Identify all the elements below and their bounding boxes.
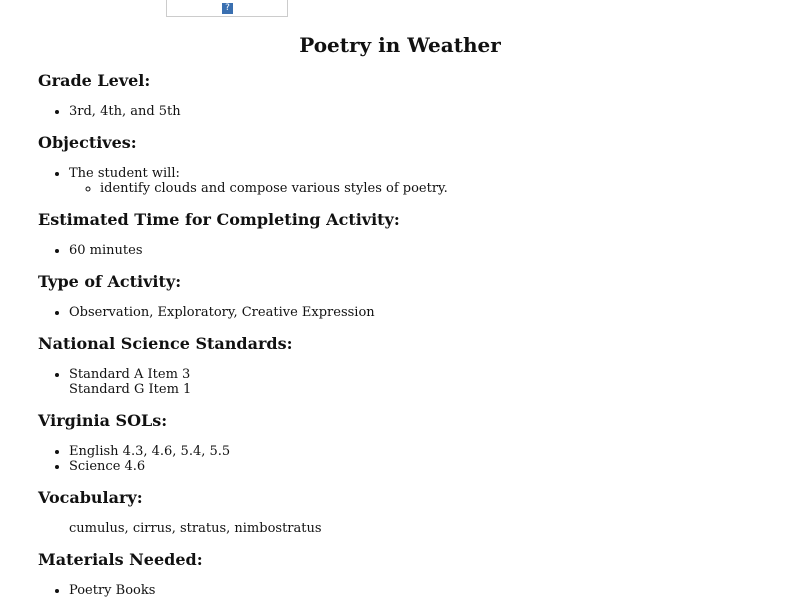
- objectives-list: [38, 166, 778, 196]
- list-item: • 3rd, 4th, and 5th: [69, 104, 778, 119]
- list-item-text: Standard A Item 3: [69, 366, 191, 382]
- materials-list: [38, 583, 778, 598]
- virginia-sols-heading: Virginia SOLs:: [38, 411, 168, 430]
- standards-list: [38, 367, 778, 397]
- sols-list: [38, 444, 778, 474]
- objectives-heading: Objectives:: [38, 133, 137, 152]
- time-list: [38, 243, 778, 258]
- grade-level-heading: Grade Level:: [38, 71, 151, 90]
- vocabulary-text: cumulus, cirrus, stratus, nimbostratus: [69, 520, 322, 536]
- activity-type-heading: Type of Activity:: [38, 272, 182, 291]
- list-item-text: The student will:: [69, 165, 180, 181]
- grade-level-list: [38, 104, 778, 119]
- estimated-time-heading: Estimated Time for Completing Activity:: [38, 210, 400, 229]
- page-title: Poetry in Weather: [299, 33, 501, 57]
- lesson-content: [38, 71, 778, 612]
- sub-list-item: ◦ identify clouds and compose various styles of poetry.: [100, 181, 778, 196]
- list-item: [69, 367, 778, 397]
- activity-type-list: [38, 305, 778, 320]
- broken-image-placeholder: [166, 0, 288, 17]
- list-item: • Science 4.6: [69, 459, 778, 474]
- materials-heading: Materials Needed:: [38, 550, 203, 569]
- list-item: • Poetry Books: [69, 583, 778, 598]
- list-item: [69, 166, 778, 196]
- list-item: • Observation, Exploratory, Creative Expression: [69, 305, 778, 320]
- vocabulary-heading: Vocabulary:: [38, 488, 143, 507]
- science-standards-heading: National Science Standards:: [38, 334, 293, 353]
- list-item-text: Standard G Item 1: [69, 381, 192, 397]
- list-item: • 60 minutes: [69, 243, 778, 258]
- image-icon: ?: [222, 3, 233, 14]
- list-item: • English 4.3, 4.6, 5.4, 5.5: [69, 444, 778, 459]
